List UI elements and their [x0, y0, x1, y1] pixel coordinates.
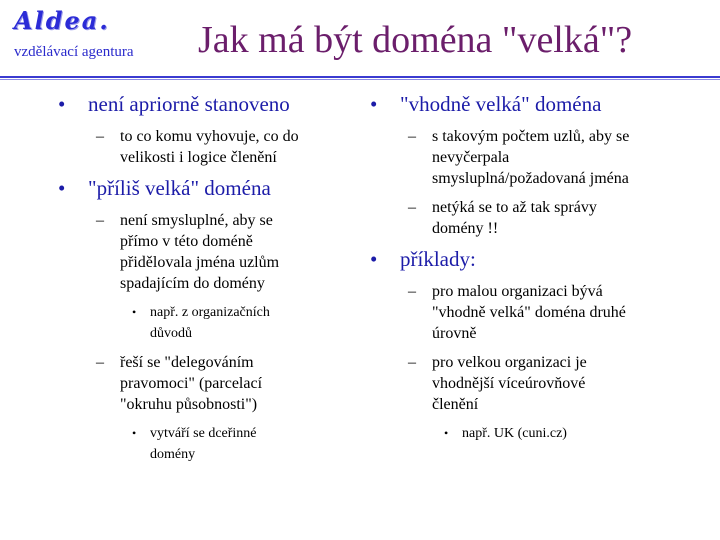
text-line: např. UK (cuni.cz)	[462, 426, 567, 441]
text-line: řeší se "delegováním	[120, 354, 254, 371]
bullet-mark: •	[58, 92, 66, 116]
text-line: důvodů	[150, 326, 192, 341]
bullet-mark: •	[370, 247, 378, 271]
logo: Aldea.	[14, 6, 110, 35]
text-line: pro velkou organizaci je	[432, 354, 587, 371]
text-line: vytváří se dceřinné	[150, 426, 257, 441]
sub-bullet-delegation	[96, 352, 358, 415]
text-line: přímo v této doméně	[120, 233, 253, 250]
dash-mark: –	[408, 199, 416, 216]
dash-mark: –	[408, 283, 416, 300]
text-line: netýká se to až tak správy	[432, 199, 597, 216]
text-line: členění	[432, 396, 479, 413]
sub-bullet-small-org	[408, 281, 710, 344]
text-line: přidělovala jména uzlům	[120, 254, 280, 271]
text-line: domény !!	[432, 220, 499, 237]
bullet-too-big-domain	[58, 176, 358, 200]
left-column	[58, 92, 358, 473]
text-line: pravomoci" (parcelací	[120, 375, 263, 392]
slide-title: Jak má být doména "velká"?	[198, 19, 633, 61]
dot-mark: •	[132, 426, 137, 440]
bullet-text: "vhodně velká" doména	[400, 92, 602, 116]
text-line: spadajícím do domény	[120, 275, 265, 292]
text-line: pro malou organizaci bývá	[432, 283, 603, 300]
text-line: není smysluplné, aby se	[120, 212, 273, 229]
sub-sub-bullet-reasons	[132, 302, 358, 344]
bullet-text: "příliš velká" doména	[88, 176, 271, 200]
text-line: vhodnější víceúrovňové	[432, 375, 586, 392]
sub-bullet-not-meaningful	[96, 210, 358, 294]
bullet-not-predetermined	[58, 92, 358, 116]
bullet-suitable-domain	[370, 92, 710, 116]
dash-mark: –	[408, 354, 416, 371]
bullet-text: není apriorně stanoveno	[88, 92, 290, 116]
sub-bullet-node-count	[408, 126, 710, 189]
title-divider	[0, 76, 720, 78]
sub-sub-bullet-uk-example	[444, 423, 710, 444]
title-divider-thin	[0, 79, 720, 80]
logo-subtitle: vzdělávací agentura	[14, 44, 134, 60]
text-line: smysluplná/požadovaná jména	[432, 170, 629, 187]
text-line: s takovým počtem uzlů, aby se	[432, 128, 630, 145]
text-line: "vhodně velká" doména druhé	[432, 304, 626, 321]
text-line: domény	[150, 447, 196, 462]
sub-bullet-administration	[408, 197, 710, 239]
dot-mark: •	[444, 426, 449, 440]
text-line: to co komu vyhovuje, co do	[120, 128, 299, 145]
sub-sub-bullet-subdomains	[132, 423, 358, 465]
text-line: nevyčerpala	[432, 149, 510, 166]
dash-mark: –	[96, 354, 104, 371]
dot-mark: •	[132, 305, 137, 319]
sub-bullet-large-org	[408, 352, 710, 415]
bullet-mark: •	[370, 92, 378, 116]
text-line: velikosti i logice členění	[120, 149, 277, 166]
dash-mark: –	[408, 128, 416, 145]
bullet-text: příklady:	[400, 247, 476, 271]
dash-mark: –	[96, 128, 104, 145]
bullet-examples	[370, 247, 710, 271]
text-line: úrovně	[432, 325, 477, 342]
right-column	[370, 92, 710, 452]
text-line: "okruhu působnosti")	[120, 396, 258, 413]
dash-mark: –	[96, 212, 104, 229]
sub-bullet-suits	[96, 126, 358, 168]
bullet-mark: •	[58, 176, 66, 200]
text-line: např. z organizačních	[150, 305, 270, 320]
